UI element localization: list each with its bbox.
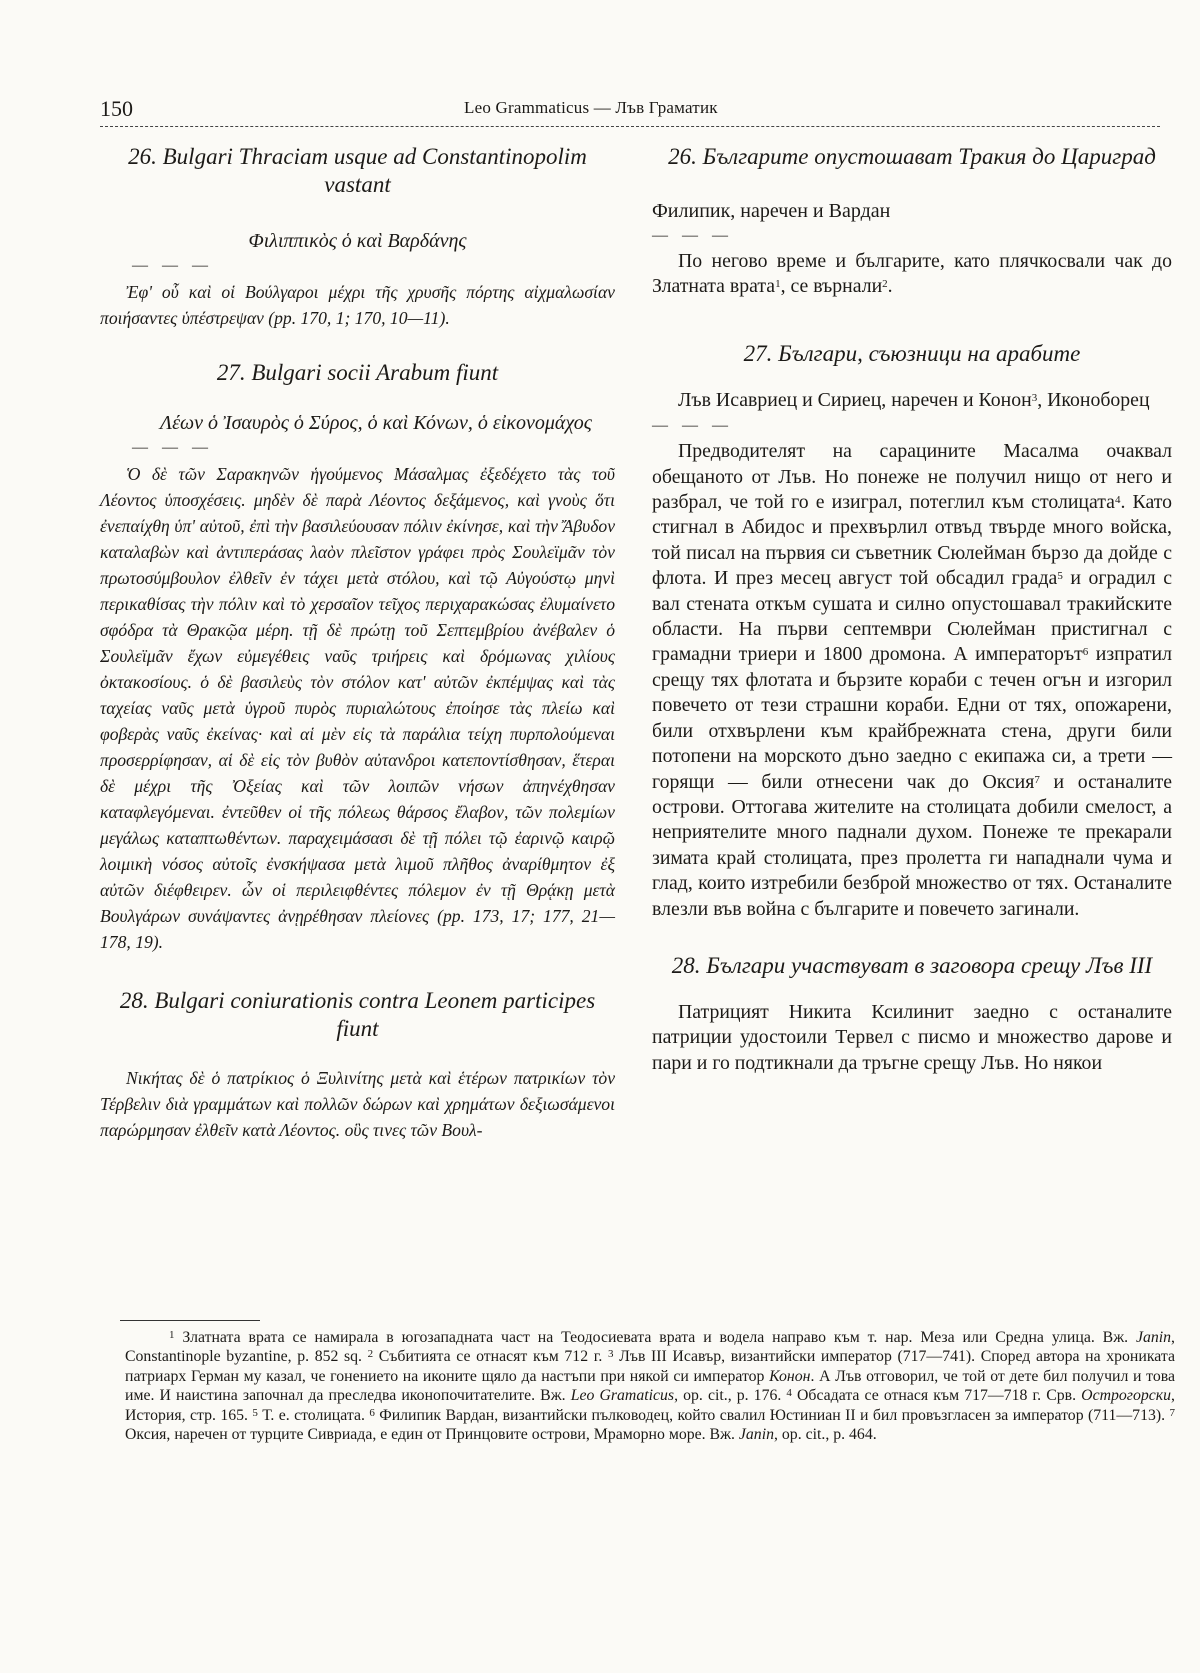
section-27-dashes: — — — [132,439,213,456]
footnote-4-author: Острогорски [1081,1387,1172,1405]
footnote-ref-1[interactable]: 1 [775,278,781,291]
footnote-3-number: 3 [607,1348,614,1361]
footnote-2-text: Събитията се отнасят към 712 г. [373,1348,608,1366]
section-26-latin-title: 26. Bulgari Thraciam usque ad Constantinopolim vastant [128,144,587,197]
s27-p3: и оградил с вал стената откъм сушата и силно опустошавал тракийските области. На първи септември Сюлейман пристигнал с грамадни триери и 1800 дромона. А императорът [652,567,1172,666]
footnote-1-author: Janin [1135,1329,1172,1346]
footnote-7-number: 7 [1169,1406,1175,1419]
footnote-7-text-b: , op. cit., p. 464. [774,1426,877,1444]
section-26-bulgarian-text [652,249,1172,300]
footnote-ref-6[interactable]: 6 [1082,646,1089,659]
footnote-ref-7[interactable]: 7 [1034,773,1040,786]
footnote-7-author: Janin [738,1426,774,1444]
footnote-6-text: Филипик Вардан, византийски пълководец, който свалил Юстиниан II и бил провъзгласен за император (711—713). [374,1406,1170,1424]
section-26-greek-subtitle: Φιλιππικὸς ὁ καὶ Βαρδάνης [248,230,467,252]
section-26-bulgarian-subtitle: Филипик, наречен и Вардан [652,200,891,222]
page-number: 150 [100,96,133,121]
section-27-greek-subtitle: Λέων ὁ Ἰσαυρὸς ὁ Σύρος, ὁ καὶ Κόνων, ὁ εἰκονομάχος [160,412,592,434]
s26-text-b: , се върнали [780,275,883,298]
footnote-3-text-c: , op. cit., p. 176. [674,1387,787,1405]
section-27-greek-text: Ὁ δὲ τῶν Σαρακηνῶν ἡγούμενος Μάσαλμας ἐξεδέχετο τὰς τοῦ Λέοντος ὑποσχέσεις. μηδὲν δὲ παρὰ Λέοντος δεξάμενος, καὶ γνοὺς ὅτι ἐνεπαίχθη ὑπ' αὐτοῦ, ἐπὶ τὴν βασιλεύουσαν πόλιν ἐκίνησε, καὶ τὴν Ἄβυδον καταλαβὼν καὶ ἀντιπεράσας λαὸν πλεῖστον γράφει πρὸς Σουλεϊμᾶν τὸν πρωτοσύμβουλον ἐλθεῖν ἐν τάχει μετὰ στόλου, καὶ τῷ Αὐγούστῳ μηνὶ περικαθίσας τὴν πόλιν καὶ τὸ χερσαῖον τεῖχος περιχαρακώσας ἐλυμαίνετο σφόδρα τὰ Θρακῷα μέρη. τῇ δὲ πρώτῃ τοῦ Σεπτεμβρίου ἀνέβαλεν ὁ Σουλεϊμᾶν ἔχων εὐμεγέθεις ναῦς τριήρεις καὶ δρόμωνας χιλίους ὀκτακοσίους. ὁ δὲ βασιλεὺς τὸν στόλον κατ' αὐτῶν ἐκπέμψας καὶ τὰς ταχείας ναῦς μετὰ ὑγροῦ πυρὸς πυριαλώτους ἐποίησε τὰς πλείω καὶ φοβερὰς ναῦς ἐκείνας· καὶ αἱ μὲν εἰς τὰ παράλια τείχη πυρπολούμεναι προσερρίφησαν, αἱ δὲ εἰς τὸν βυθὸν αὐτανδροι κατεποντίσθησαν, ἕτεραι δὲ μέχρι τῆς Ὀξείας καὶ τῶν λοιπῶν νήσων ἀπηνέχθησαν καταφλεγόμεναι. ἐντεῦθεν οἱ τῆς πόλεως θάρσος ἔλαβον, τῶν πολεμίων μεγάλως καταπτωθέντων. παραχειμάσασι δὲ τῇ πόλει τῷ ἐαρινῷ καιρῷ λοιμικὴ νόσος αὐτοῖς ἐνσκήψασα μετὰ λιμοῦ πλῆθος ἀναρίθμητον ἐξ αὐτῶν διέφθειρεν. ὧν οἱ περιλειφθέντες πόλεμον ἐν τῇ Θρᾴκῃ μετὰ Βουλγάρων συνάψαντες ἀνῃρέθησαν πλείονες (pp. 173, 17; 177, 21—178, 19). [100,464,615,952]
s26-text-a: По негово време и българите, като плячкосвали чак до Златната врата [652,250,1172,298]
s27-p1: Предводителят на сарацините Масалма очаквал обещаното от Лъв. Но понеже не получил нищо от него и разбрал, че той го е изиграл, потеглил към столицата [652,440,1172,514]
footnote-6-number: 6 [369,1406,375,1419]
footnote-4-number: 4 [786,1387,792,1400]
section-26-bulgarian-title: 26. Българите опустошават Тракия до Цариград [668,144,1156,169]
running-title: Leo Grammaticus — Лъв Граматик [464,98,718,117]
footnote-ref-2[interactable]: 2 [882,278,888,291]
s27-p2: . Като стигнал в Абидос и прехвърлил отвъд твърде много войска, той писал на първия си съветник Сюлейман бързо да дойде с флота. И през месец август той обсадил града [652,491,1172,590]
footnote-7-text: Оксия, наречен от турците Сивриада, е един от Принцовите острови, Мраморно море. Вж. [125,1426,739,1444]
s26-text-c: . [887,275,893,298]
running-head [100,96,1160,126]
footnote-1-number: 1 [169,1329,175,1341]
footnote-ref-5[interactable]: 5 [1057,570,1063,583]
footnote-ref-3[interactable]: 3 [1031,391,1038,404]
footnote-2-number: 2 [367,1348,374,1361]
section-27-bg-dashes: — — — [652,417,733,435]
s27-p4: изпратил срещу тях флотата и бързите кораби с течен огън и изгорил повечето от тези страшни кораби. Едни от тях, опожарени, били отхвърлени към крайбрежната стена, други били потопени на морското дъно заедно с екипажа си, а трети — горящи — били отнесени чак до Оксия [652,643,1172,793]
s27-p5: и останалите острови. Оттогава жителите на столицата добили смелост, а неприятелите много паднали духом. Понеже те прекарали зимата край столицата, през пролетта ги нападнали чума и глад, които изтребили безброй множество от тях. Останалите влезли във война с българите и повечето загинали. [652,770,1172,920]
footnote-5-number: 5 [252,1406,258,1419]
section-26-greek-text: Ἐφ' οὗ καὶ οἱ Βούλγαροι μέχρι τῆς χρυσῆς πόρτης αἰχμαλωσίαν ποιήσαντες ὑπέστρεψαν (pp. 170, 1; 170, 10—11). [100,282,615,328]
left-column [100,143,615,1143]
footnote-ref-4[interactable]: 4 [1114,494,1121,507]
section-26-bg-dashes: — — — [652,227,733,244]
section-27-latin-title: 27. Bulgari socii Arabum fiunt [216,360,499,385]
footnote-3-text-b: . А Лъв отговорил, че той от дете бил получил и това име. И наистина започнал да преследва иконопочитателите. Вж. [125,1367,1175,1405]
footnote-3-text: Лъв III Исавър, византийски император (717—741). Според автора на хрониката патриарх Герман му казал, че гонението на иконите щяло да настъпи при някой си император [125,1348,1175,1385]
s27-subtitle-a: Лъв Исавриец и Сириец, наречен и Конон [678,388,1032,411]
footnote-4-text-b: , История, стр. 165. [125,1387,1175,1424]
section-28-bulgarian-title: 28. Българи участвуват в заговора срещу Лъв III [671,952,1153,978]
footnote-3-author: Leo Gramaticus [570,1387,675,1405]
footnote-1-text: Златната врата се намирала в югозападната част на Теодосиевата врата и водела направо към т. нар. Меза или Средна улица. Вж. [174,1329,1136,1346]
footnote-4-text: Обсадата се отнася към 717—718 г. Срв. [791,1387,1082,1405]
section-28-greek-text: Νικήτας δὲ ὁ πατρίκιος ὁ Ξυλινίτης μετὰ καὶ ἑτέρων πατρικίων τὸν Τέρβελιν διὰ γραμμάτων καὶ πολλῶν δώρων καὶ χρημάτων δεξιωσάμενοι παρώρμησαν ἐλθεῖν κατὰ Λέοντος. οὓς τινες τῶν Βουλ- [100,1068,615,1140]
section-26-dashes: — — — [132,257,213,274]
footnote-5-text: Т. е. столицата. [257,1406,370,1424]
s27-subtitle-b: , Иконоборец [1037,388,1150,411]
right-column [652,143,1172,1076]
section-28-latin-title: 28. Bulgari coniurationis contra Leonem participes fiunt [119,988,596,1041]
footnote-3-konon: Конон [769,1367,811,1385]
section-27-bulgarian-subtitle [652,388,1172,413]
header-rule [100,126,1160,127]
section-28-bulgarian-text: Патрицият Никита Ксилинит заедно с останалите патриции удостоили Тервел с писмо и множество дарове и пари и го подтикнали да тръгне срещу Лъв. Но някои [652,1000,1172,1074]
section-27-bulgarian-title: 27. Българи, съюзници на арабите [743,340,1081,366]
footnotes [125,1328,1175,1444]
section-27-bulgarian-text [652,439,1172,922]
footnote-1-source: , Constantinople byzantine, p. 852 sq. [125,1329,1175,1366]
footnote-rule [120,1320,260,1321]
